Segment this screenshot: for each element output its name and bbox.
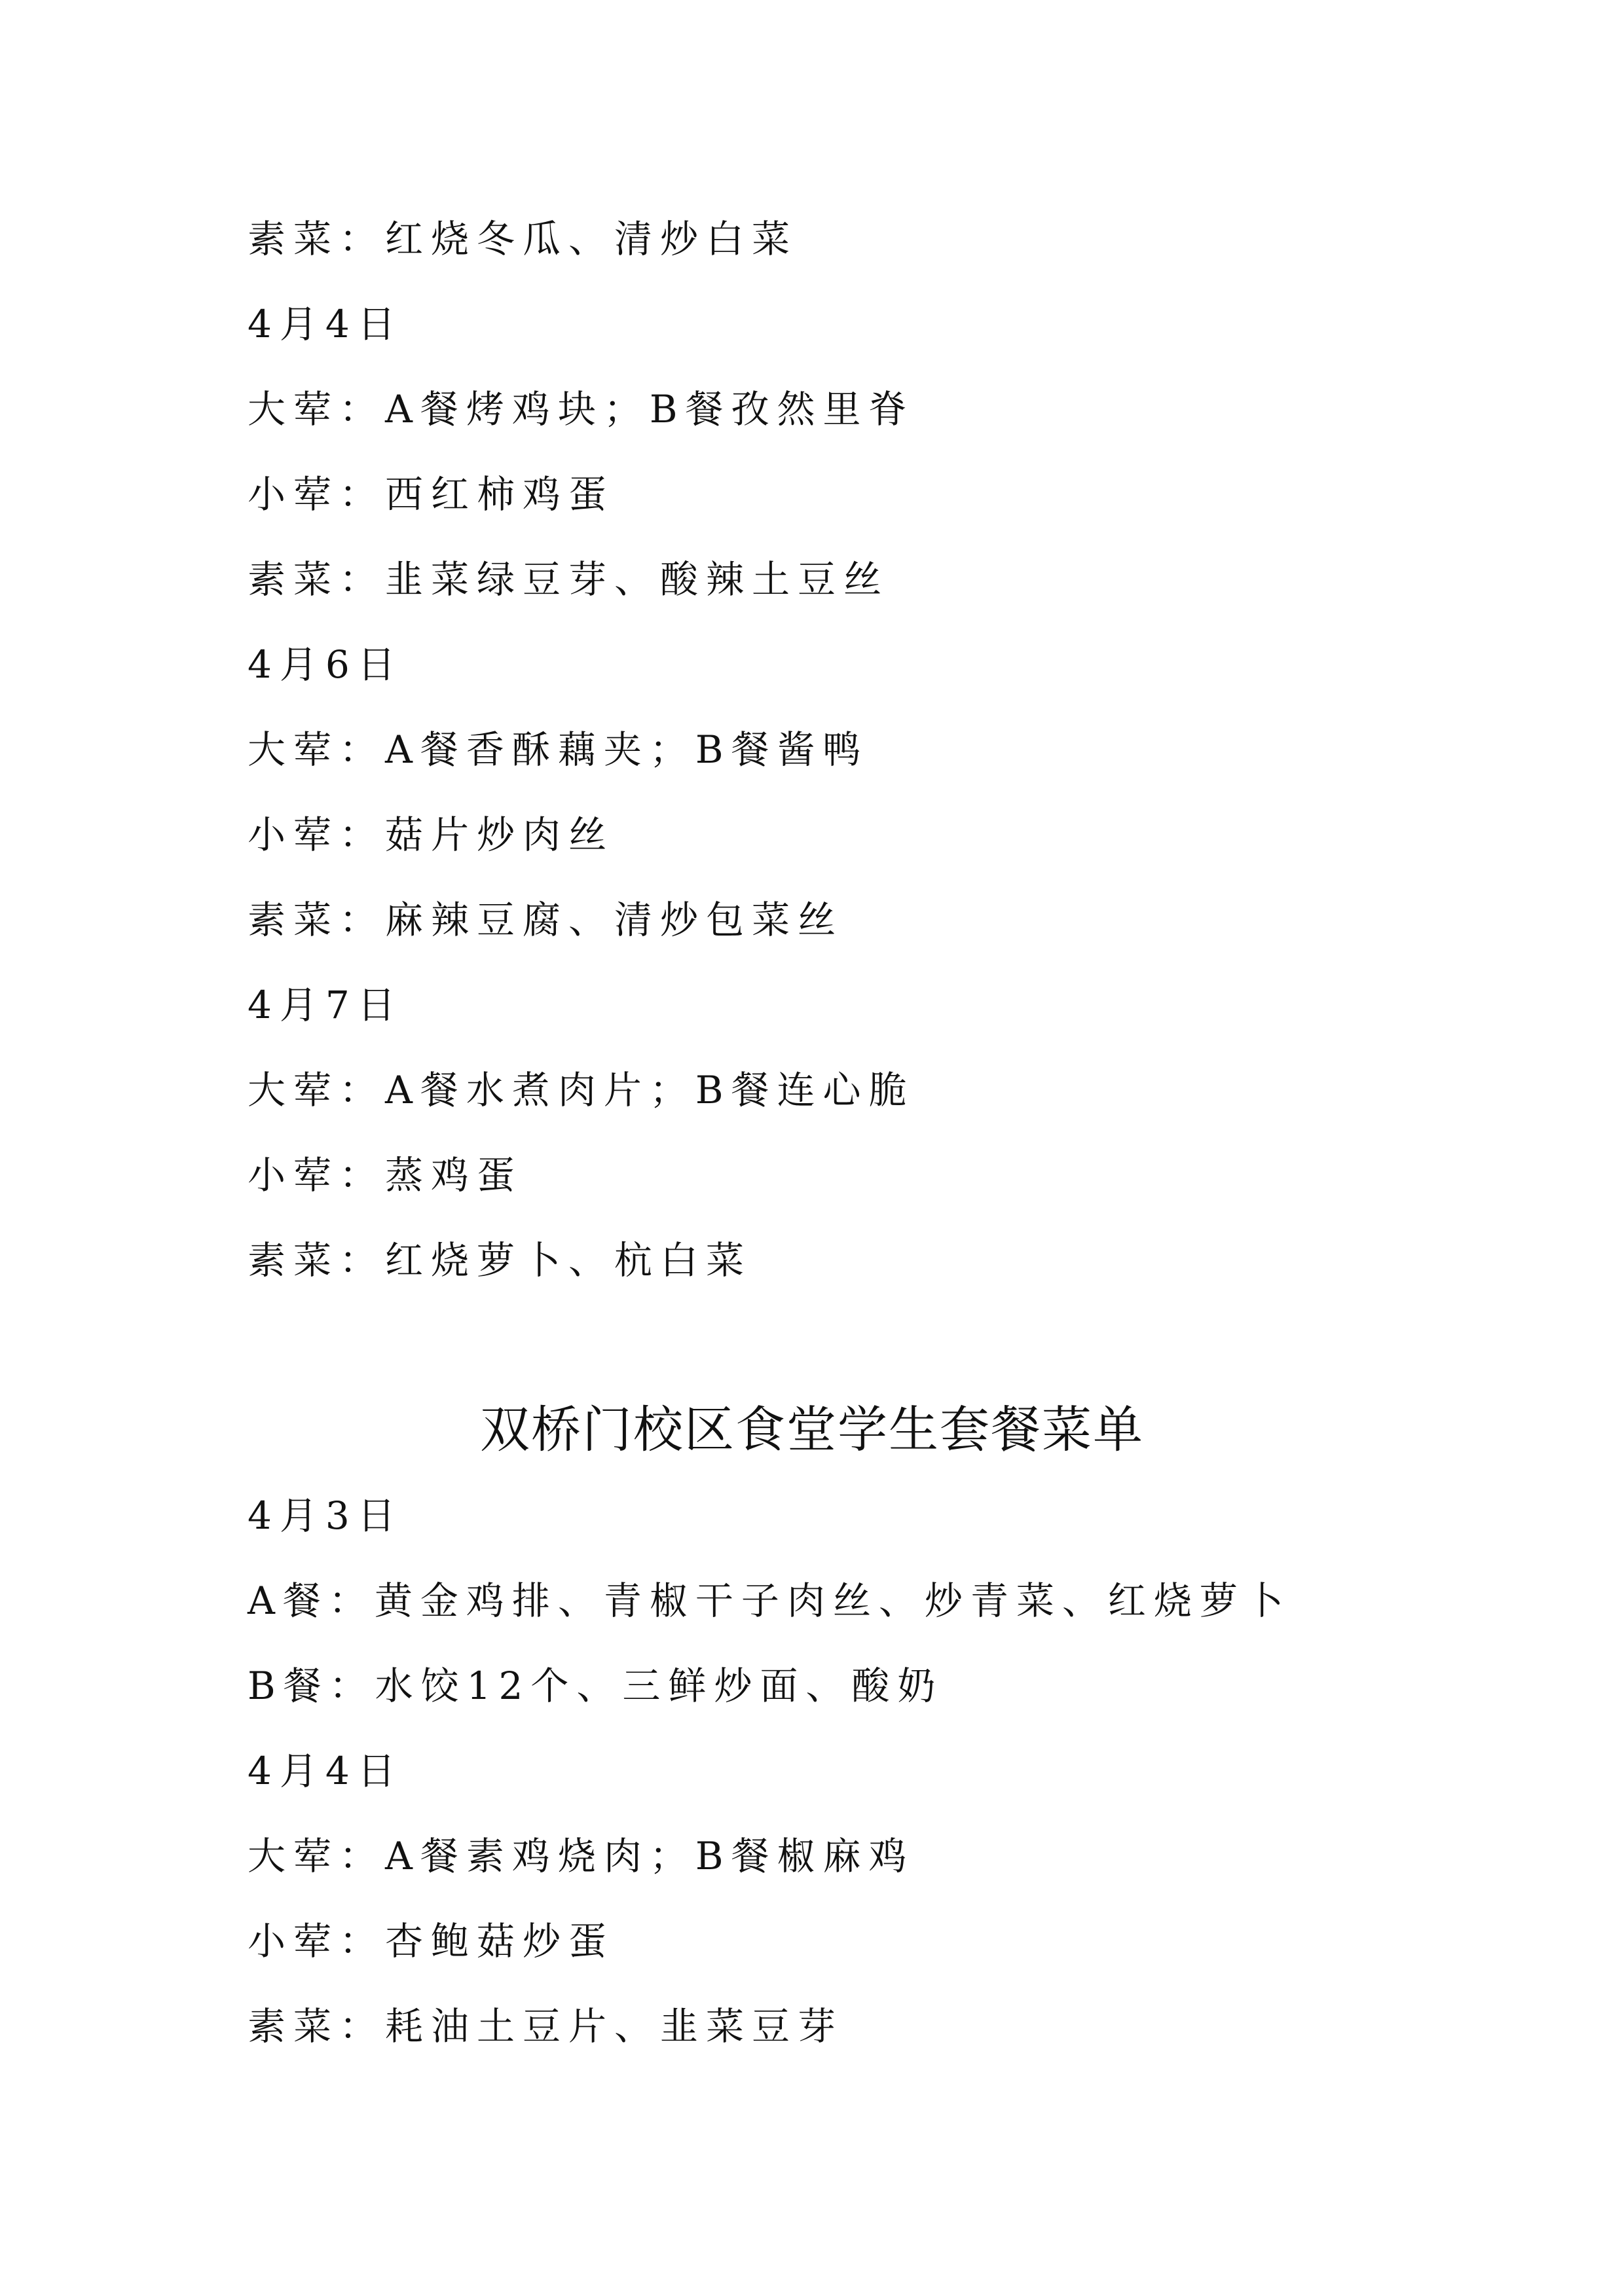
menu-line: 素菜：耗油土豆片、韭菜豆芽 — [248, 2004, 844, 2049]
date-line: 4月4日 — [248, 1749, 403, 1793]
menu-line: 小荤：杏鲍菇炒蛋 — [248, 1919, 615, 1963]
menu-line: 素菜：红烧萝卜、杭白菜 — [248, 1238, 752, 1283]
menu-line: 大荤：A餐素鸡烧肉；B餐椒麻鸡 — [248, 1834, 915, 1878]
menu-line: 小荤：蒸鸡蛋 — [248, 1153, 523, 1197]
menu-line: 大荤：A餐水煮肉片；B餐连心脆 — [248, 1068, 915, 1112]
section-title: 双桥门校区食堂学生套餐菜单 — [480, 1400, 1144, 1459]
menu-line: 素菜：麻辣豆腐、清炒包菜丝 — [248, 898, 844, 942]
menu-line: A餐：黄金鸡排、青椒干子肉丝、炒青菜、红烧萝卜 — [248, 1578, 1291, 1623]
menu-line: 大荤：A餐烤鸡块；B餐孜然里脊 — [248, 387, 915, 431]
menu-line: 素菜：韭菜绿豆芽、酸辣土豆丝 — [248, 557, 890, 602]
menu-line: 素菜：红烧冬瓜、清炒白菜 — [248, 217, 798, 261]
menu-line: 小荤：西红柿鸡蛋 — [248, 472, 615, 517]
menu-line: B餐：水饺12个、三鲜炒面、酸奶 — [248, 1664, 944, 1708]
date-line: 4月7日 — [248, 983, 403, 1027]
date-line: 4月6日 — [248, 642, 403, 687]
menu-line: 小荤：菇片炒肉丝 — [248, 812, 615, 857]
menu-line: 大荤：A餐香酥藕夹；B餐酱鸭 — [248, 727, 869, 772]
date-line: 4月4日 — [248, 302, 403, 346]
date-line: 4月3日 — [248, 1493, 403, 1538]
